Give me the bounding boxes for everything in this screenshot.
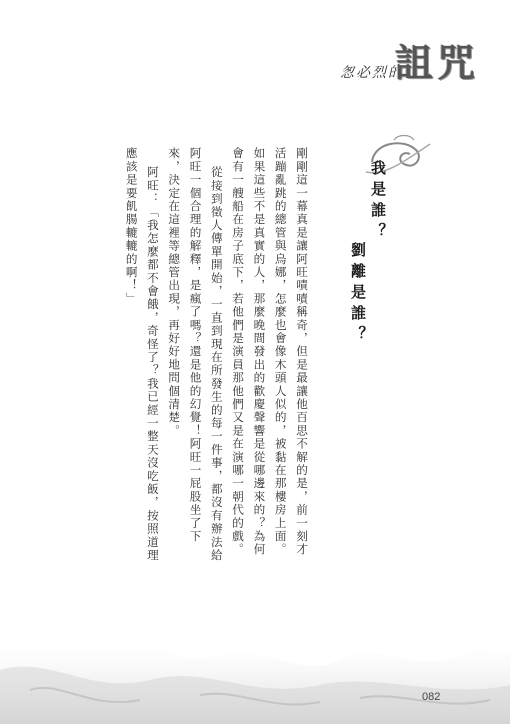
paragraph: 剛剛這一幕真是讓阿旺嘖嘖稱奇，但是最讓他百思不解的是，前一刻才活蹦亂跳的總管與烏娜，怎麼也會像木頭人似的，被黏在那樓房上面。如果這些不是真實的人，那麼晚間發出的歡慶聲響是從哪邊來的？為何會有一艘船在房子底下，若他們是演員那他們又是在演哪一朝代的戲。 xyxy=(231,147,309,557)
paragraph: 阿旺：「我怎麼都不會餓，奇怪了？我已經一整天沒吃飯，按照道理應該是要飢腸轆轆的啊！」 xyxy=(124,147,160,562)
chapter-title-line-1: 我是誰？ xyxy=(369,160,387,244)
page-number: 082 xyxy=(422,691,441,703)
series-logo xyxy=(340,22,500,92)
body-text xyxy=(120,147,312,563)
series-subtitle: 怱必烈的 xyxy=(340,65,404,81)
series-title: 詛咒 xyxy=(395,40,480,85)
ink-wash-decoration xyxy=(0,600,510,724)
chapter-title-line-2: 劉離是誰？ xyxy=(349,242,367,347)
paragraph: 從接到徵人傳單開始，一直到現在所發生的每一件事，都沒有辦法給阿旺一個合理的解釋，是瘋了嗎？還是他的幻覺！阿旺一屁股坐了下來，決定在這裡等總管出現，再好好地問個清楚。 xyxy=(167,147,224,562)
